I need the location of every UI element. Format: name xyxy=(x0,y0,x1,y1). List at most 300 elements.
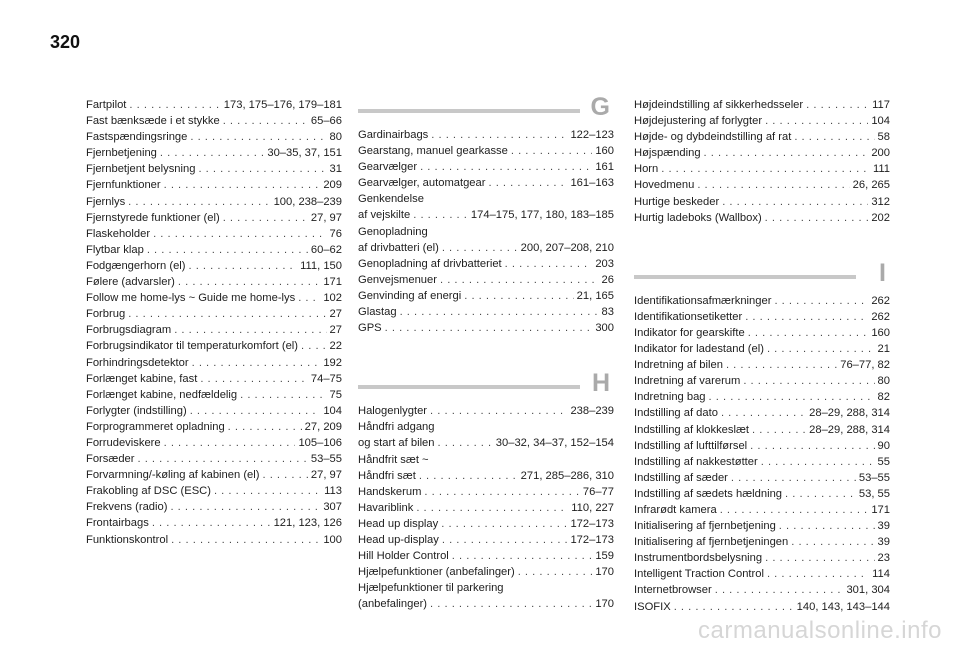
index-entry-pages[interactable]: 203 xyxy=(595,257,614,270)
index-entry-pages[interactable]: 307 xyxy=(323,501,342,514)
dot-leader xyxy=(745,309,868,325)
index-column-1 xyxy=(86,97,342,548)
dot-leader xyxy=(750,438,874,454)
index-entry-pages[interactable]: 117 xyxy=(872,99,890,111)
section-header xyxy=(358,369,614,399)
index-entry[interactable] xyxy=(634,438,890,454)
index-entry-term: Hurtig ladeboks (Wallbox) xyxy=(634,211,762,224)
index-entry-pages[interactable]: 172–173 xyxy=(570,533,614,546)
index-entry[interactable] xyxy=(634,325,890,341)
index-entry[interactable] xyxy=(86,274,342,290)
index-entry[interactable] xyxy=(358,143,614,159)
dot-leader xyxy=(189,258,298,274)
index-entry[interactable] xyxy=(634,293,890,309)
index-entry[interactable] xyxy=(358,320,614,336)
index-entry-pages[interactable]: 301, 304 xyxy=(846,584,890,597)
index-entry-pages[interactable]: 140, 143, 143–144 xyxy=(796,600,890,613)
index-entry-term: Follow me home-lys ~ Guide me home-lys xyxy=(86,292,296,305)
page-number: 320 xyxy=(50,32,81,52)
index-entry-term: Forbrug xyxy=(86,308,126,321)
index-entry-term: Forlænget kabine, fast xyxy=(86,372,198,385)
dot-leader xyxy=(385,320,593,336)
dot-leader xyxy=(661,161,870,177)
index-entry-pages[interactable]: 271, 285–286, 310 xyxy=(520,469,614,482)
dot-leader xyxy=(442,240,518,256)
dot-leader xyxy=(128,306,326,322)
dot-leader xyxy=(441,516,567,532)
index-entry-term: Indstilling af nakkestøtter xyxy=(634,455,758,468)
index-entry-pages[interactable]: 160 xyxy=(595,145,614,158)
dot-leader xyxy=(715,582,844,598)
dot-leader xyxy=(806,97,869,113)
index-entry[interactable] xyxy=(634,534,890,550)
index-entry-term: Genvinding af energi xyxy=(358,289,462,302)
index-entry[interactable] xyxy=(358,304,614,320)
index-entry-term: Fjernbetjening xyxy=(86,147,157,160)
index-entry-term: Forlygter (indstilling) xyxy=(86,404,187,417)
index-entry[interactable] xyxy=(86,355,342,371)
index-entry-pages[interactable]: 159 xyxy=(595,550,614,563)
index-entry-pages[interactable]: 171 xyxy=(871,503,890,516)
index-entry-pages[interactable]: 58 xyxy=(877,131,890,144)
index-entry-pages[interactable]: 192 xyxy=(323,356,342,369)
dot-leader xyxy=(223,113,308,129)
index-entry-pages[interactable]: 173, 175–176, 179–181 xyxy=(223,99,342,111)
index-entry[interactable] xyxy=(358,548,614,564)
dot-leader xyxy=(722,194,868,210)
index-entry-pages[interactable]: 39 xyxy=(877,520,890,533)
index-entry-pages[interactable]: 174–175, 177, 180, 183–185 xyxy=(470,209,614,222)
index-entry-term: Fast bænksæde i et stykke xyxy=(86,115,220,128)
dot-leader xyxy=(794,129,874,145)
index-entry[interactable] xyxy=(634,550,890,566)
dot-leader xyxy=(416,500,568,516)
index-entry[interactable] xyxy=(358,516,614,532)
dot-leader xyxy=(743,373,874,389)
index-entry[interactable] xyxy=(634,373,890,389)
index-entry[interactable] xyxy=(86,258,342,274)
index-entry-term: Genvejsmenuer xyxy=(358,273,437,286)
section-divider xyxy=(634,275,856,279)
index-entry-term: Indstilling af lufttilførsel xyxy=(634,439,748,452)
index-entry[interactable] xyxy=(634,566,890,582)
index-entry-term: Forhindringsdetektor xyxy=(86,356,189,369)
index-entry-pages[interactable]: 102 xyxy=(323,292,342,305)
index-entry[interactable] xyxy=(86,290,342,306)
index-entry[interactable] xyxy=(86,515,342,531)
index-entry-term: Højdeindstilling af sikkerhedsseler xyxy=(634,99,804,111)
index-entry-pages[interactable]: 83 xyxy=(601,306,614,319)
dot-leader xyxy=(464,288,573,304)
section-divider xyxy=(358,385,580,389)
index-entry-pages[interactable]: 100 xyxy=(323,533,342,546)
index-entry[interactable] xyxy=(634,113,890,129)
index-entry-heading: Genkendelse xyxy=(358,193,424,206)
index-entry[interactable] xyxy=(634,422,890,438)
index-entry-pages[interactable]: 21, 165 xyxy=(576,289,614,302)
index-entry[interactable] xyxy=(86,194,342,210)
index-entry-pages[interactable]: 171 xyxy=(323,276,342,289)
index-entry-term: Initialisering af fjernbetjeningen xyxy=(634,536,789,549)
index-entry-pages[interactable]: 113 xyxy=(324,485,342,498)
dot-leader xyxy=(430,596,592,612)
dot-leader xyxy=(674,599,794,615)
dot-leader xyxy=(301,338,327,354)
index-entry-pages[interactable]: 55 xyxy=(877,455,890,468)
index-entry[interactable] xyxy=(358,272,614,288)
index-entry-pages[interactable]: 76–77, 82 xyxy=(840,359,890,372)
index-entry-pages[interactable]: 262 xyxy=(871,294,890,307)
index-entry[interactable] xyxy=(86,306,342,322)
index-entry[interactable] xyxy=(634,486,890,502)
index-column-2 xyxy=(358,93,614,612)
index-entry-term: Horn xyxy=(634,163,659,176)
index-entry-pages[interactable]: 161 xyxy=(595,161,614,174)
index-entry-term: Forrudeviskere xyxy=(86,436,161,449)
index-entry-pages[interactable]: 114 xyxy=(872,568,890,581)
index-entry-term: Indstilling af klokkeslæt xyxy=(634,423,750,436)
dot-leader xyxy=(262,467,307,483)
index-entry[interactable] xyxy=(86,499,342,515)
index-entry[interactable] xyxy=(86,322,342,338)
index-entry-term: Hjælpefunktioner (anbefalinger) xyxy=(358,566,515,579)
index-entry-term: Intelligent Traction Control xyxy=(634,568,764,581)
index-entry-pages[interactable]: 160 xyxy=(871,326,890,339)
index-entry[interactable] xyxy=(86,242,342,258)
index-entry-term: Hovedmenu xyxy=(634,179,695,192)
index-entry-term: Gardinairbags xyxy=(358,129,429,141)
index-entry-pages[interactable]: 26, 265 xyxy=(852,179,890,192)
index-entry-pages[interactable]: 105–106 xyxy=(298,436,342,449)
section-letter: I xyxy=(879,258,886,287)
index-entry-heading: Håndfrit sæt ~ xyxy=(358,453,429,466)
index-entry-pages[interactable]: 104 xyxy=(323,404,342,417)
index-entry-pages[interactable]: 200 xyxy=(871,147,890,160)
dot-leader xyxy=(438,435,493,451)
index-entry-term: Indstilling af sæder xyxy=(634,471,728,484)
index-entry[interactable] xyxy=(358,468,614,484)
dot-leader xyxy=(505,256,593,272)
index-entry-term: Højde- og dybdeindstilling af rat xyxy=(634,131,792,144)
index-entry[interactable] xyxy=(358,564,614,580)
dot-leader xyxy=(160,145,264,161)
index-entry-pages[interactable]: 312 xyxy=(871,195,890,208)
index-entry-pages[interactable]: 202 xyxy=(871,211,890,224)
index-entry-pages[interactable]: 30–35, 37, 151 xyxy=(267,147,342,160)
dot-leader xyxy=(192,355,321,371)
index-entry-pages[interactable]: 65–66 xyxy=(310,115,342,128)
dot-leader xyxy=(697,177,849,193)
section-header xyxy=(634,258,890,289)
index-entry-pages[interactable]: 39 xyxy=(877,536,890,549)
index-entry-term: Identifikationsafmærkninger xyxy=(634,294,772,307)
dot-leader xyxy=(240,387,326,403)
index-entry-term: Halogenlygter xyxy=(358,405,428,418)
dot-leader xyxy=(298,290,320,306)
dot-leader xyxy=(720,502,869,518)
index-entry-pages[interactable]: 31 xyxy=(329,163,342,176)
index-entry[interactable] xyxy=(86,226,342,242)
index-entry-pages[interactable]: 27 xyxy=(329,324,342,337)
index-entry-pages[interactable]: 170 xyxy=(595,566,614,579)
dot-leader xyxy=(721,405,806,421)
index-entry-term: Glastag xyxy=(358,306,397,319)
index-entry[interactable] xyxy=(358,403,614,419)
index-entry[interactable] xyxy=(358,256,614,272)
index-entry[interactable] xyxy=(86,435,342,451)
dot-leader xyxy=(765,113,868,129)
dot-leader xyxy=(420,159,592,175)
dot-leader xyxy=(190,403,321,419)
dot-leader xyxy=(228,419,302,435)
section-header xyxy=(358,93,614,123)
dot-leader xyxy=(129,97,220,113)
index-entry-pages[interactable]: 262 xyxy=(871,310,890,323)
index-entry[interactable] xyxy=(634,161,890,177)
index-entry[interactable] xyxy=(358,288,614,304)
dot-leader xyxy=(765,550,874,566)
index-entry-term: (anbefalinger) xyxy=(358,598,428,611)
index-entry[interactable] xyxy=(358,240,614,256)
index-entry[interactable] xyxy=(86,177,342,193)
watermark: carmanualsonline.info xyxy=(698,617,942,644)
index-entry-term: Instrumentbordsbelysning xyxy=(634,552,763,565)
dot-leader xyxy=(767,566,869,582)
dot-leader xyxy=(138,451,308,467)
index-entry-term: Fjernbetjent belysning xyxy=(86,163,196,176)
index-entry[interactable] xyxy=(86,419,342,435)
index-entry[interactable] xyxy=(358,532,614,548)
index-entry-pages[interactable]: 23 xyxy=(877,552,890,565)
dot-leader xyxy=(785,486,856,502)
dot-leader xyxy=(174,322,326,338)
index-entry-term: Forlænget kabine, nedfældelig xyxy=(86,388,238,401)
index-entry[interactable] xyxy=(86,113,342,129)
index-entry[interactable] xyxy=(634,341,890,357)
index-entry-term: af drivbatteri (el) xyxy=(358,241,439,254)
dot-leader xyxy=(164,177,321,193)
index-entry-term: Funktionskontrol xyxy=(86,533,169,546)
index-entry[interactable] xyxy=(86,338,342,354)
index-entry-pages[interactable]: 100, 238–239 xyxy=(273,195,342,208)
index-entry[interactable] xyxy=(634,518,890,534)
index-entry-pages[interactable]: 76–77 xyxy=(582,485,614,498)
index-entry-pages[interactable]: 200, 207–208, 210 xyxy=(520,241,614,254)
dot-leader xyxy=(178,274,320,290)
index-entry[interactable] xyxy=(634,405,890,421)
index-entry[interactable] xyxy=(358,484,614,500)
index-entry-pages[interactable]: 110, 227 xyxy=(571,501,614,514)
index-entry-pages[interactable]: 161–163 xyxy=(570,177,614,190)
index-entry-term: Forsæder xyxy=(86,453,135,466)
index-entry[interactable] xyxy=(86,387,342,403)
index-entry-term: Forprogrammeret opladning xyxy=(86,420,225,433)
dot-leader xyxy=(511,143,592,159)
dot-leader xyxy=(198,161,326,177)
index-entry[interactable] xyxy=(86,210,342,226)
index-entry[interactable] xyxy=(358,596,614,612)
index-entry-pages[interactable]: 27, 209 xyxy=(304,420,342,433)
index-entry-pages[interactable]: 122–123 xyxy=(570,129,614,141)
dot-leader xyxy=(765,210,869,226)
dot-leader xyxy=(190,129,326,145)
index-entry[interactable] xyxy=(634,177,890,193)
index-entry-pages[interactable]: 53–55 xyxy=(310,453,342,466)
index-entry-term: Gearvælger xyxy=(358,161,418,174)
section-letter: H xyxy=(591,369,610,398)
index-entry-term: Flytbar klap xyxy=(86,243,144,256)
index-entry-pages[interactable]: 27, 97 xyxy=(310,469,342,482)
dot-leader xyxy=(731,470,856,486)
index-entry-pages[interactable]: 28–29, 288, 314 xyxy=(809,423,890,436)
index-entry-pages[interactable]: 53–55 xyxy=(858,471,890,484)
dot-leader xyxy=(752,422,806,438)
index-entry[interactable] xyxy=(86,97,342,113)
index-entry-term: Frontairbags xyxy=(86,517,149,530)
index-column-3 xyxy=(634,97,890,615)
index-entry-term: Indikator for gearskifte xyxy=(634,326,745,339)
index-entry-pages[interactable]: 111 xyxy=(872,163,890,176)
index-entry[interactable] xyxy=(86,403,342,419)
index-entry-term: Fodgængerhorn (el) xyxy=(86,259,186,272)
index-entry[interactable] xyxy=(358,127,614,143)
index-entry[interactable] xyxy=(634,470,890,486)
index-entry-term: Indstilling af dato xyxy=(634,407,718,420)
dot-leader xyxy=(170,499,320,515)
index-entry[interactable] xyxy=(634,599,890,615)
index-entry[interactable] xyxy=(358,500,614,516)
dot-leader xyxy=(419,468,518,484)
index-entry-term: Hurtige beskeder xyxy=(634,195,720,208)
dot-leader xyxy=(200,371,308,387)
index-entry-term: Forbrugsindikator til temperaturkomfort (el) xyxy=(86,340,299,353)
index-entry[interactable] xyxy=(634,129,890,145)
index-entry-term: Havariblink xyxy=(358,501,414,514)
index-entry[interactable] xyxy=(634,502,890,518)
index-entry-term: Fastspændingsringe xyxy=(86,131,188,144)
dot-leader xyxy=(223,210,308,226)
index-entry-pages[interactable]: 74–75 xyxy=(310,372,342,385)
index-entry-pages[interactable]: 30–32, 34–37, 152–154 xyxy=(495,437,614,450)
index-entry-pages[interactable]: 80 xyxy=(877,375,890,388)
index-entry[interactable] xyxy=(634,210,890,226)
index-entry-term: Håndfri sæt xyxy=(358,469,416,482)
index-entry-pages[interactable]: 90 xyxy=(877,439,890,452)
index-entry-pages[interactable]: 121, 123, 126 xyxy=(273,517,342,530)
index-entry-term: ISOFIX xyxy=(634,600,671,613)
index-entry[interactable] xyxy=(634,357,890,373)
index-entry-term: Fjernfunktioner xyxy=(86,179,161,192)
index-entry[interactable] xyxy=(634,97,890,113)
index-entry[interactable] xyxy=(634,194,890,210)
index-entry-pages[interactable]: 111, 150 xyxy=(300,259,342,272)
index-entry[interactable] xyxy=(86,145,342,161)
dot-leader xyxy=(164,435,296,451)
index-entry-pages[interactable]: 238–239 xyxy=(570,405,614,418)
index-entry-term: Identifikationsetiketter xyxy=(634,310,743,323)
index-entry[interactable] xyxy=(86,129,342,145)
dot-leader xyxy=(430,403,567,419)
index-entry-pages[interactable]: 170 xyxy=(595,598,614,611)
index-entry[interactable] xyxy=(86,451,342,467)
index-entry-term: Følere (advarsler) xyxy=(86,276,175,289)
index-entry-pages[interactable]: 27 xyxy=(329,308,342,321)
index-entry[interactable] xyxy=(86,371,342,387)
dot-leader xyxy=(779,518,875,534)
index-entry-heading: Genopladning xyxy=(358,225,428,238)
dot-leader xyxy=(726,357,837,373)
index-entry-term: Hill Holder Control xyxy=(358,550,449,563)
index-entry-term: GPS xyxy=(358,322,382,335)
index-entry-term: Initialisering af fjernbetjening xyxy=(634,520,776,533)
index-entry-pages[interactable]: 60–62 xyxy=(310,243,342,256)
index-entry[interactable] xyxy=(634,389,890,405)
index-entry[interactable] xyxy=(634,309,890,325)
index-entry-pages[interactable]: 53, 55 xyxy=(858,487,890,500)
dot-leader xyxy=(761,454,875,470)
index-entry-pages[interactable]: 82 xyxy=(877,391,890,404)
index-entry-term: Indikator for ladestand (el) xyxy=(634,343,764,356)
index-entry-term: Gearstang, manuel gearkasse xyxy=(358,145,508,158)
dot-leader xyxy=(147,242,308,258)
dot-leader xyxy=(128,194,270,210)
dot-leader xyxy=(704,145,869,161)
index-entry-term: Genopladning af drivbatteriet xyxy=(358,257,502,270)
index-entry-pages[interactable]: 22 xyxy=(329,340,342,353)
index-entry-pages[interactable]: 26 xyxy=(601,273,614,286)
index-entry-term: Frakobling af DSC (ESC) xyxy=(86,485,211,498)
index-entry[interactable] xyxy=(358,207,614,223)
index-entry-term: Forvarmning/-køling af kabinen (el) xyxy=(86,469,260,482)
index-entry-pages[interactable]: 209 xyxy=(323,179,342,192)
index-entry[interactable] xyxy=(86,532,342,548)
index-entry[interactable] xyxy=(358,435,614,451)
index-entry-term: Indretning af varerum xyxy=(634,375,741,388)
index-entry-pages[interactable]: 76 xyxy=(329,227,342,240)
index-entry-term: af vejskilte xyxy=(358,209,411,222)
index-entry[interactable] xyxy=(86,467,342,483)
index-entry-pages[interactable]: 27, 97 xyxy=(310,211,342,224)
dot-leader xyxy=(152,515,271,531)
index-entry-term: Fjernlys xyxy=(86,195,126,208)
index-entry[interactable] xyxy=(358,175,614,191)
index-entry-pages[interactable]: 104 xyxy=(871,115,890,128)
index-entry-pages[interactable]: 75 xyxy=(329,388,342,401)
dot-leader xyxy=(400,304,599,320)
index-entry-pages[interactable]: 21 xyxy=(877,343,890,356)
index-entry[interactable] xyxy=(86,483,342,499)
dot-leader xyxy=(748,325,869,341)
dot-leader xyxy=(442,532,568,548)
index-entry-pages[interactable]: 172–173 xyxy=(570,517,614,530)
index-entry[interactable] xyxy=(358,159,614,175)
dot-leader xyxy=(413,207,468,223)
index-entry[interactable] xyxy=(634,582,890,598)
index-entry[interactable] xyxy=(86,161,342,177)
index-entry-heading: Hjælpefunktioner til parkering xyxy=(358,582,504,595)
index-entry-term: Indstilling af sædets hældning xyxy=(634,487,783,500)
dot-leader xyxy=(488,175,567,191)
index-entry-pages[interactable]: 300 xyxy=(595,322,614,335)
index-entry-pages[interactable]: 80 xyxy=(329,131,342,144)
index-entry-term: Indretning bag xyxy=(634,391,706,404)
index-entry[interactable] xyxy=(634,145,890,161)
index-entry[interactable] xyxy=(634,454,890,470)
index-entry-pages[interactable]: 28–29, 288, 314 xyxy=(809,407,890,420)
index-entry-heading: Håndfri adgang xyxy=(358,421,435,434)
index-entry-term: Internetbrowser xyxy=(634,584,712,597)
index-entry-term: Fjernstyrede funktioner (el) xyxy=(86,211,220,224)
